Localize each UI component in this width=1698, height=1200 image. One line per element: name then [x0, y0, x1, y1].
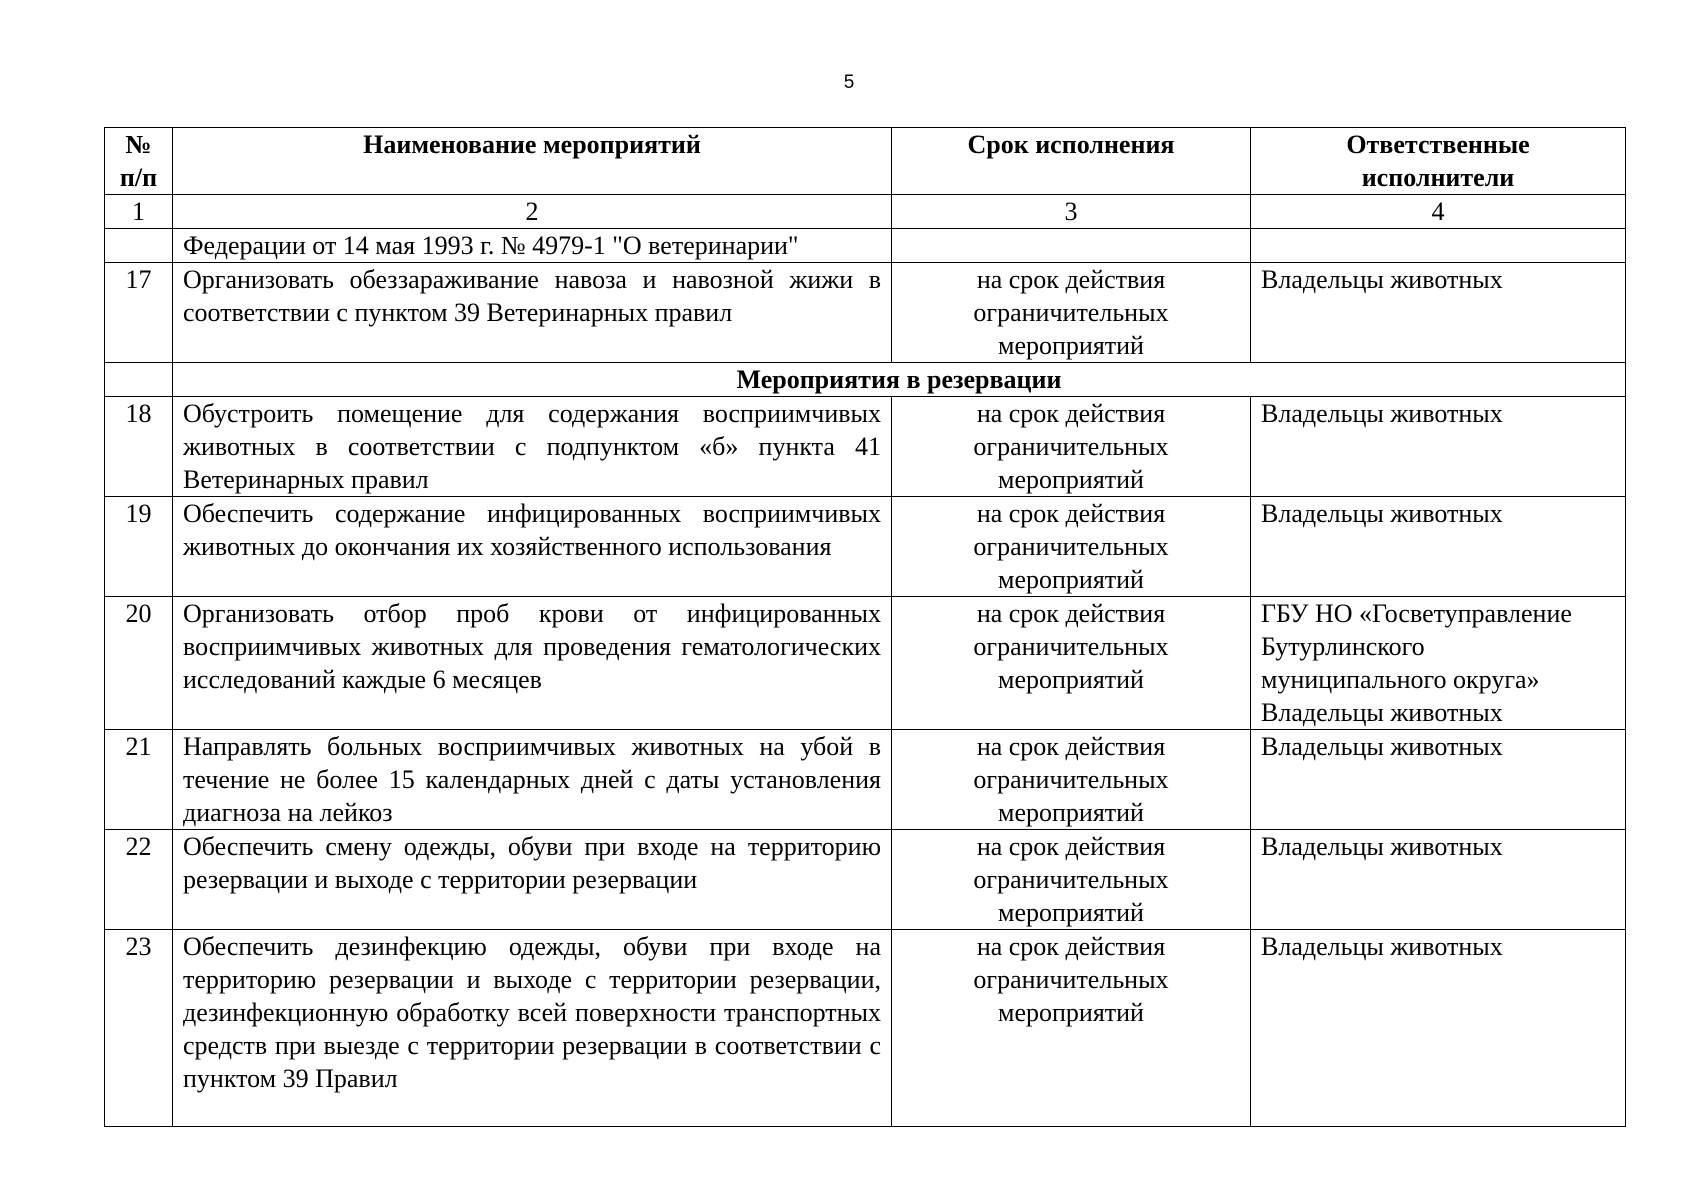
- measure-name: Организовать обеззараживание навоза и навозной жижи в соответствии с пунктом 39 Ветеринарных правил: [173, 263, 892, 363]
- column-number: 1: [105, 195, 173, 229]
- measure-responsible: Владельцы животных: [1251, 830, 1626, 930]
- measure-term: на срок действия ограничительных мероприятий: [892, 397, 1251, 497]
- row-number: 18: [105, 397, 173, 497]
- row-number: 23: [105, 930, 173, 1127]
- table-row: [105, 263, 1626, 363]
- measure-term: на срок действия ограничительных мероприятий: [892, 497, 1251, 597]
- table-header-row: [105, 128, 1626, 195]
- responsible-org: ГБУ НО «Госветуправление Бутурлинского муниципального округа»: [1261, 599, 1572, 694]
- continuation-resp-cell: [1251, 229, 1626, 263]
- measure-term: на срок действия ограничительных мероприятий: [892, 597, 1251, 730]
- table-row: [105, 730, 1626, 830]
- measure-term: на срок действия ограничительных мероприятий: [892, 930, 1251, 1127]
- table-row: [105, 830, 1626, 930]
- table-row: [105, 597, 1626, 730]
- measure-responsible: [1251, 597, 1626, 730]
- column-number: 3: [892, 195, 1251, 229]
- header-resp-line-1: Ответственные: [1346, 130, 1530, 159]
- section-row: [105, 363, 1626, 397]
- header-num-line-2: п/п: [119, 163, 158, 192]
- table-row: [105, 397, 1626, 497]
- measure-name: Обустроить помещение для содержания восприимчивых животных в соответствии с подпунктом «б» пункта 41 Ветеринарных правил: [173, 397, 892, 497]
- measure-term: на срок действия ограничительных мероприятий: [892, 830, 1251, 930]
- measure-term: на срок действия ограничительных мероприятий: [892, 730, 1251, 830]
- header-num: [105, 128, 173, 195]
- row-number: 19: [105, 497, 173, 597]
- responsible-owners: Владельцы животных: [1261, 698, 1503, 727]
- table-row: [105, 930, 1626, 1127]
- measure-term: на срок действия ограничительных мероприятий: [892, 263, 1251, 363]
- measure-responsible: Владельцы животных: [1251, 497, 1626, 597]
- continuation-text: Федерации от 14 мая 1993 г. № 4979-1 "О ветеринарии": [173, 229, 892, 263]
- row-number: 21: [105, 730, 173, 830]
- header-resp: [1251, 128, 1626, 195]
- row-number: 17: [105, 263, 173, 363]
- continuation-num-cell: [105, 229, 173, 263]
- header-num-line-1: №: [125, 130, 152, 159]
- column-number: 4: [1251, 195, 1626, 229]
- measure-responsible: Владельцы животных: [1251, 397, 1626, 497]
- measure-name: Обеспечить смену одежды, обуви при входе на территорию резервации и выходе с территории резервации: [173, 830, 892, 930]
- measure-name: Организовать отбор проб крови от инфицированных восприимчивых животных для проведения гематологических исследований каждые 6 месяцев: [173, 597, 892, 730]
- measure-responsible: Владельцы животных: [1251, 930, 1626, 1127]
- row-number: 22: [105, 830, 173, 930]
- section-title: Мероприятия в резервации: [173, 363, 1626, 397]
- measures-table: [104, 127, 1626, 1127]
- measure-responsible: Владельцы животных: [1251, 263, 1626, 363]
- measure-name: Обеспечить содержание инфицированных восприимчивых животных до окончания их хозяйственного использования: [173, 497, 892, 597]
- continuation-term-cell: [892, 229, 1251, 263]
- table-row: [105, 497, 1626, 597]
- header-name: Наименование мероприятий: [173, 128, 892, 195]
- section-num-cell: [105, 363, 173, 397]
- row-number: 20: [105, 597, 173, 730]
- header-resp-line-2: исполнители: [1361, 163, 1515, 192]
- page-number: 5: [843, 72, 855, 93]
- measure-responsible: Владельцы животных: [1251, 730, 1626, 830]
- measure-name: Направлять больных восприимчивых животных на убой в течение не более 15 календарных дней с даты установления диагноза на лейкоз: [173, 730, 892, 830]
- column-number: 2: [173, 195, 892, 229]
- header-term: Срок исполнения: [892, 128, 1251, 195]
- continuation-row: [105, 229, 1626, 263]
- column-number-row: [105, 195, 1626, 229]
- measure-name: Обеспечить дезинфекцию одежды, обуви при входе на территорию резервации и выходе с территории резервации, дезинфекционную обработку всей поверхности транспортных средств при выезде с территории резервации в соответствии с пунктом 39 Правил: [173, 930, 892, 1127]
